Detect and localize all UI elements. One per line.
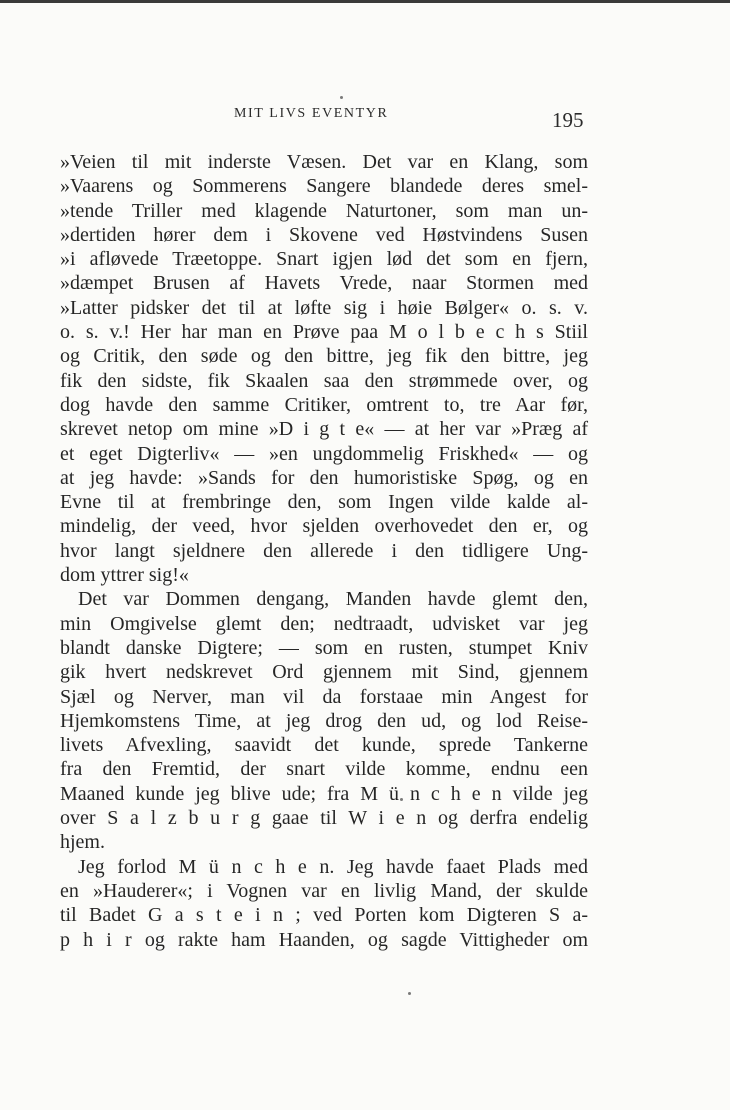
- paragraph-first-line: Jeg forlod M ü n c h e n. Jeg havde faaet Plads med: [78, 855, 588, 878]
- text-line: Hjemkomstens Time, at jeg drog den ud, og lod Reise-: [60, 709, 588, 732]
- body-text: [60, 150, 588, 952]
- text-line: fik den sidste, fik Skaalen saa den strømmede over, og: [60, 369, 588, 392]
- text-line: og Critik, den søde og den bittre, jeg fik den bittre, jeg: [60, 345, 588, 368]
- running-head: MIT LIVS EVENTYR: [234, 106, 389, 121]
- text-line: Sjæl og Nerver, man vil da forstaae min Angest for: [60, 685, 588, 708]
- text-line: »Latter pidsker det til at løfte sig i høie Bølger« o. s. v.: [60, 296, 588, 319]
- top-edge-rule: [0, 0, 730, 3]
- text-line: skrevet netop om mine »D i g t e« — at her var »Præg af: [60, 418, 588, 441]
- text-line: »dæmpet Brusen af Havets Vrede, naar Stormen med: [60, 272, 588, 295]
- text-line: hjem.: [60, 831, 105, 854]
- speck-mark: [408, 992, 411, 995]
- text-line: dog havde den samme Critiker, omtrent to, tre Aar før,: [60, 393, 588, 416]
- text-line: mindelig, der veed, hvor sjelden overhovedet den er, og: [60, 515, 588, 538]
- text-line: fra den Fremtid, der snart vilde komme, endnu een: [60, 758, 588, 781]
- text-line: en »Hauderer«; i Vognen var en livlig Mand, der skulde: [60, 879, 588, 902]
- text-line: over S a l z b u r g gaae til W i e n og derfra endelig: [60, 807, 588, 830]
- text-line: »Vaarens og Sommerens Sangere blandede deres smel-: [60, 175, 588, 198]
- text-line: dom yttrer sig!«: [60, 564, 189, 587]
- text-line: gik hvert nedskrevet Ord gjennem mit Sind, gjennem: [60, 661, 588, 684]
- text-line: Evne til at frembringe den, som Ingen vilde kalde al-: [60, 491, 588, 514]
- text-line: »tende Triller med klagende Naturtoner, som man un-: [60, 199, 588, 222]
- text-line: »i afløvede Træetoppe. Snart igjen lød det som en fjern,: [60, 248, 588, 271]
- text-line: »dertiden hører dem i Skovene ved Høstvindens Susen: [60, 223, 588, 246]
- text-line: til Badet G a s t e i n ; ved Porten kom Digteren S a-: [60, 904, 588, 927]
- speck-mark: [340, 96, 343, 99]
- text-line: »Veien til mit inderste Væsen. Det var en Klang, som: [60, 151, 588, 173]
- text-line: livets Afvexling, saavidt det kunde, sprede Tankerne: [60, 734, 588, 757]
- text-line: blandt danske Digtere; — som en rusten, stumpet Kniv: [60, 636, 588, 659]
- text-line: at jeg havde: »Sands for den humoristiske Spøg, og en: [60, 466, 588, 489]
- text-line: et eget Digterliv« — »en ungdommelig Friskhed« — og: [60, 442, 588, 465]
- text-line: o. s. v.! Her har man en Prøve paa M o l b e c h s Stiil: [60, 321, 588, 344]
- text-line: Maaned kunde jeg blive ude; fra M ü n c h e n vilde jeg: [60, 782, 588, 805]
- paragraph-first-line: Det var Dommen dengang, Manden havde glemt den,: [78, 588, 588, 611]
- text-line: min Omgivelse glemt den; nedtraadt, udvisket var jeg: [60, 612, 588, 635]
- page-number: 195: [552, 108, 584, 132]
- text-line: hvor langt sjeldnere den allerede i den tidligere Ung-: [60, 539, 588, 562]
- text-line: p h i r og rakte ham Haanden, og sagde Vittigheder om: [60, 928, 588, 951]
